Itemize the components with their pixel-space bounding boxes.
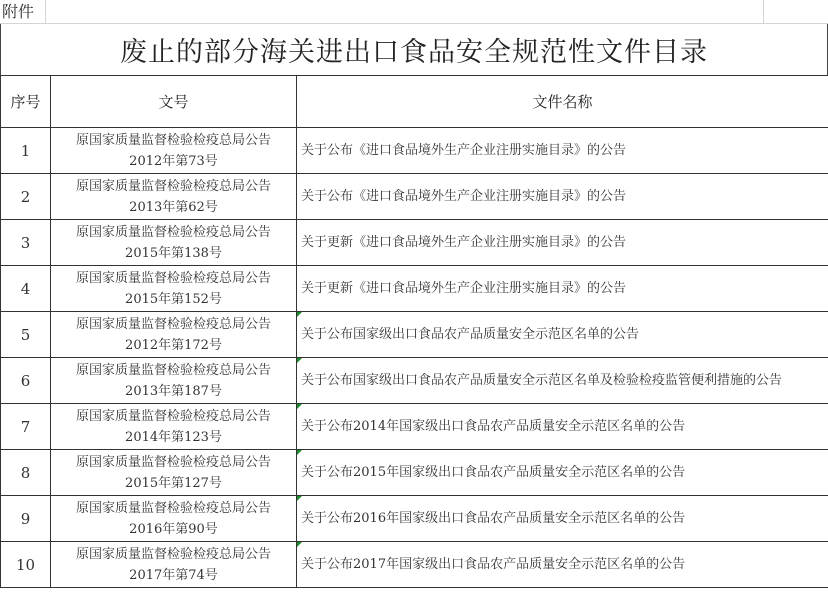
cell-doc-no[interactable] — [51, 404, 297, 450]
cell-doc-no[interactable] — [51, 266, 297, 312]
cell-seq[interactable]: 10 — [1, 542, 51, 588]
doc-issuer: 原国家质量监督检验检疫总局公告 — [75, 178, 271, 194]
comment-marker-icon[interactable] — [297, 312, 302, 317]
header-seq[interactable]: 序号 — [1, 76, 51, 128]
doc-issuer: 原国家质量监督检验检疫总局公告 — [75, 500, 271, 516]
cell-name[interactable] — [297, 312, 828, 358]
cell-doc-no[interactable] — [51, 358, 297, 404]
doc-title: 关于公布2014年国家级出口食品农产品质量安全示范区名单的公告 — [301, 419, 686, 434]
doc-title: 关于公布《进口食品境外生产企业注册实施目录》的公告 — [301, 189, 627, 204]
doc-issuer: 原国家质量监督检验检疫总局公告 — [75, 454, 271, 470]
cell-seq[interactable]: 7 — [1, 404, 51, 450]
comment-marker-icon[interactable] — [297, 404, 302, 409]
doc-issuer: 原国家质量监督检验检疫总局公告 — [75, 362, 271, 378]
comment-marker-icon[interactable] — [297, 358, 302, 363]
table-row — [1, 174, 828, 220]
page-title: 废止的部分海关进出口食品安全规范性文件目录 — [120, 37, 708, 68]
comment-marker-icon[interactable] — [297, 450, 302, 455]
cell-seq[interactable]: 3 — [1, 220, 51, 266]
doc-number: 2012年第73号 — [129, 153, 218, 169]
table-row — [1, 404, 828, 450]
table-row — [1, 358, 828, 404]
attachment-label: 附件 — [2, 2, 35, 21]
table-row — [1, 312, 828, 358]
table-row — [1, 220, 828, 266]
cell-doc-no[interactable] — [51, 496, 297, 542]
cell-doc-no[interactable] — [51, 220, 297, 266]
doc-title: 关于公布国家级出口食品农产品质量安全示范区名单的公告 — [301, 327, 640, 342]
doc-number: 2013年第187号 — [125, 383, 222, 399]
cell-name[interactable] — [297, 174, 828, 220]
cell-doc-no[interactable] — [51, 128, 297, 174]
table-row — [1, 496, 828, 542]
table-row — [1, 542, 828, 588]
cell-name[interactable] — [297, 128, 828, 174]
header-doc-no[interactable]: 文号 — [51, 76, 297, 128]
table-row — [1, 450, 828, 496]
cell-seq[interactable]: 6 — [1, 358, 51, 404]
cell-seq[interactable]: 4 — [1, 266, 51, 312]
table-row — [1, 128, 828, 174]
document-table — [0, 75, 828, 588]
doc-number: 2017年第74号 — [129, 567, 218, 583]
doc-number: 2012年第172号 — [125, 337, 222, 353]
doc-title: 关于公布《进口食品境外生产企业注册实施目录》的公告 — [301, 143, 627, 158]
doc-title: 关于更新《进口食品境外生产企业注册实施目录》的公告 — [301, 281, 627, 296]
cell-doc-no[interactable] — [51, 174, 297, 220]
doc-issuer: 原国家质量监督检验检疫总局公告 — [75, 546, 271, 562]
doc-issuer: 原国家质量监督检验检疫总局公告 — [75, 270, 271, 286]
doc-number: 2013年第62号 — [129, 199, 218, 215]
doc-issuer: 原国家质量监督检验检疫总局公告 — [75, 224, 271, 240]
cell-name[interactable] — [297, 496, 828, 542]
doc-title: 关于更新《进口食品境外生产企业注册实施目录》的公告 — [301, 235, 627, 250]
cell-name[interactable] — [297, 266, 828, 312]
comment-marker-icon[interactable] — [297, 496, 302, 501]
doc-issuer: 原国家质量监督检验检疫总局公告 — [75, 408, 271, 424]
cell-seq[interactable]: 8 — [1, 450, 51, 496]
cell-doc-no[interactable] — [51, 542, 297, 588]
doc-issuer: 原国家质量监督检验检疫总局公告 — [75, 316, 271, 332]
doc-number: 2015年第127号 — [125, 475, 222, 491]
cell-top-empty[interactable] — [46, 0, 764, 24]
cell-doc-no[interactable] — [51, 450, 297, 496]
doc-title: 关于公布2017年国家级出口食品农产品质量安全示范区名单的公告 — [301, 557, 686, 572]
cell-name[interactable] — [297, 358, 828, 404]
header-row — [1, 76, 828, 128]
cell-name[interactable] — [297, 542, 828, 588]
table-row — [1, 266, 828, 312]
cell-seq[interactable]: 2 — [1, 174, 51, 220]
doc-title: 关于公布2016年国家级出口食品农产品质量安全示范区名单的公告 — [301, 511, 686, 526]
cell-name[interactable] — [297, 450, 828, 496]
cell-seq[interactable]: 1 — [1, 128, 51, 174]
comment-marker-icon[interactable] — [297, 542, 302, 547]
cell-seq[interactable]: 5 — [1, 312, 51, 358]
title-cell[interactable] — [0, 24, 828, 75]
header-name[interactable]: 文件名称 — [297, 76, 828, 128]
doc-title: 关于公布国家级出口食品农产品质量安全示范区名单及检验检疫监管便利措施的公告 — [301, 373, 783, 388]
doc-number: 2015年第138号 — [125, 245, 222, 261]
doc-number: 2016年第90号 — [129, 521, 218, 537]
doc-number: 2015年第152号 — [125, 291, 222, 307]
doc-number: 2014年第123号 — [125, 429, 222, 445]
doc-issuer: 原国家质量监督检验检疫总局公告 — [75, 132, 271, 148]
cell-name[interactable] — [297, 220, 828, 266]
cell-doc-no[interactable] — [51, 312, 297, 358]
cell-name[interactable] — [297, 404, 828, 450]
doc-title: 关于公布2015年国家级出口食品农产品质量安全示范区名单的公告 — [301, 465, 686, 480]
cell-seq[interactable]: 9 — [1, 496, 51, 542]
